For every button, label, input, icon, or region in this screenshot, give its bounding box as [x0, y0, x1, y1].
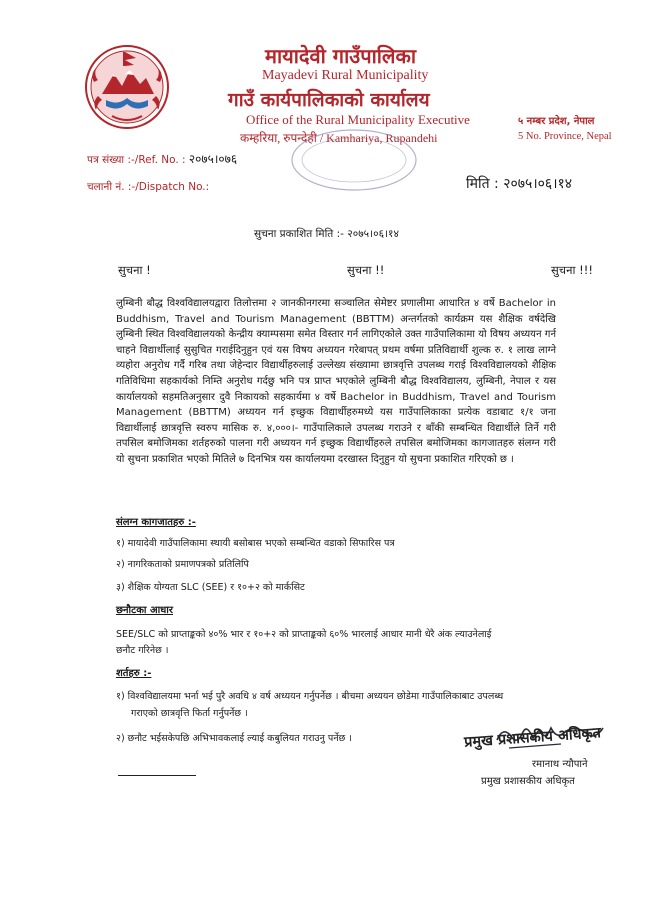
office-name-en: Office of the Rural Municipality Executive — [246, 112, 470, 127]
selection-heading: छनौटका आधार — [116, 605, 173, 616]
dispatch-number: चलानी नं. :-/Dispatch No.: — [87, 181, 210, 193]
selection-text-line2: छनौट गरिनेछ । — [116, 645, 169, 656]
municipality-name-en: Mayadevi Rural Municipality — [262, 68, 429, 83]
office-stamp — [284, 124, 424, 194]
notice-body-paragraph: लुम्बिनी बौद्ध विश्वविद्यालयद्वारा तिलोत्तमा २ जानकीनगरमा सञ्चालित सेमेष्टर प्रणालीमा आधारित ४ वर्षे Bachelor in Buddhism, Travel and Tourism Management (BBTTM) अन्तर्गतको कार्यक्रम यस शैक्षिक वर्षदेखि लुम्बिनी स्थित विश्वविद्यालयको केन्द्रीय क्याम्पसमा समेत विस्तार गर्न लागिएकोले उक्त गाउँपालिकामा यो विषय अध्ययन गर्न चाहने विद्यार्थीलाई सुसुचित गराईदिनुहुन एवं यस विषय अध्ययन गरेबापत् प्रथम वर्षमा प्रतिविद्यार्थी शुल्क रु. १ लाख लाग्ने व्यहोरा अनुरोध गर्दै गरिब तथा जेहेन्दार विद्यार्थीहरुलाई उल्लेख्य संख्यामा छात्रवृत्ति उपलब्ध गराई विश्वविद्यालयको शैक्षिक गतिविधिमा सहकार्यको निम्ति अनुरोध गर्दछु भनि पत्र प्राप्त भएकोले लुम्बिनी बौद्ध विश्वविद्यालय, लुम्बिनी, नेपाल र यस कार्यालयको सहमतिअनुसार दुवै निकायको सहकार्यमा ४ वर्षे Bachelor in Buddhism, Travel and Tourism Management (BBTTM) अध्ययन गर्न इच्छुक विद्यार्थीहरुमध्ये यस गाउँपालिकाका प्रत्येक वडाबाट १/१ जना विद्यार्थीलाई छात्रवृत्ति स्वरुप मासिक रु. ४,०००।- गाउँपालिकाले उपलब्ध गराउने र बाँकी सम्बन्धित विद्यार्थीले तिर्ने गरी तपसिल बमोजिमका शर्तहरुको पालना गरी अध्ययन गर्न इच्छुक विद्यार्थीहरुले तपसिल बमोजिमका कागजातहरु संलग्न गरी यो सुचना प्रकाशित भएको मितिले ७ दिनभित्र यस कार्यालयमा दरखास्त दिनुहुन यो सुचना प्रकाशित गरिएको छ । — [116, 298, 556, 465]
document-item-2: २) नागरिकताको प्रमाणपत्रको प्रतिलिपि — [116, 559, 249, 570]
province-np: ५ नम्बर प्रदेश, नेपाल — [518, 116, 595, 127]
condition-item-1-line2: गराएको छात्रवृत्ति फिर्ता गर्नुपर्नेछ । — [131, 708, 248, 719]
signature-stamp: प्रमुख प्रशासकीय अधिकृत — [463, 725, 602, 751]
conditions-heading: शर्तहरु :- — [116, 668, 152, 679]
province-en: 5 No. Province, Nepal — [518, 131, 612, 142]
condition-item-2: २) छनौट भईसकेपछि अभिभावकलाई ल्याई कबुलियत गराउनु पर्नेछ । — [116, 733, 352, 744]
notice-word-1: सुचना ! — [118, 263, 151, 277]
nepal-emblem-logo — [84, 44, 170, 130]
bottom-divider — [118, 775, 196, 776]
documents-heading: संलग्न कागजातहरु :- — [116, 517, 196, 528]
selection-text-line1: SEE/SLC को प्राप्ताङ्कको ४०% भार र १०+२ को प्राप्ताङ्कको ६०% भारलाई आधार मानी धेरै अंक ल्याउनेलाई — [116, 629, 492, 640]
published-date: सुचना प्रकाशित मिति :- २०७५।०६।१४ — [254, 228, 399, 240]
municipality-name-np: मायादेवी गाउँपालिका — [265, 44, 417, 68]
signatory-title: प्रमुख प्रशासकीय अधिकृत — [481, 776, 575, 787]
office-address: कम्हरिया, रुपन्देही / Kamhariya, Rupandehi — [240, 131, 438, 145]
office-name-np: गाउँ कार्यपालिकाको कार्यालय — [228, 89, 430, 111]
document-item-1: १) मायादेवी गाउँपालिकामा स्थायी बसोबास भएको सम्बन्धित वडाको सिफारिस पत्र — [116, 538, 395, 549]
signatory-name: रमानाथ न्यौपाने — [532, 759, 588, 770]
notice-word-2: सुचना !! — [347, 263, 385, 277]
reference-number — [87, 150, 237, 167]
letter-date: मिति : २०७५।०६।१४ — [466, 176, 573, 192]
ref-label: पत्र संख्या :-/Ref. No. : — [87, 154, 186, 166]
notice-word-3: सुचना !!! — [551, 263, 593, 277]
ref-value: २०७५।०७६ — [188, 152, 238, 166]
document-item-3: ३) शैक्षिक योग्यता SLC (SEE) र १०+२ को मार्कसिट — [116, 582, 305, 593]
condition-item-1-line1: १) विश्वविद्यालयमा भर्ना भई पुरै अवधि ४ वर्ष अध्ययन गर्नुपर्नेछ । बीचमा अध्ययन छोडेमा गाउँपालिकाबाट उपलब्ध — [116, 691, 504, 702]
